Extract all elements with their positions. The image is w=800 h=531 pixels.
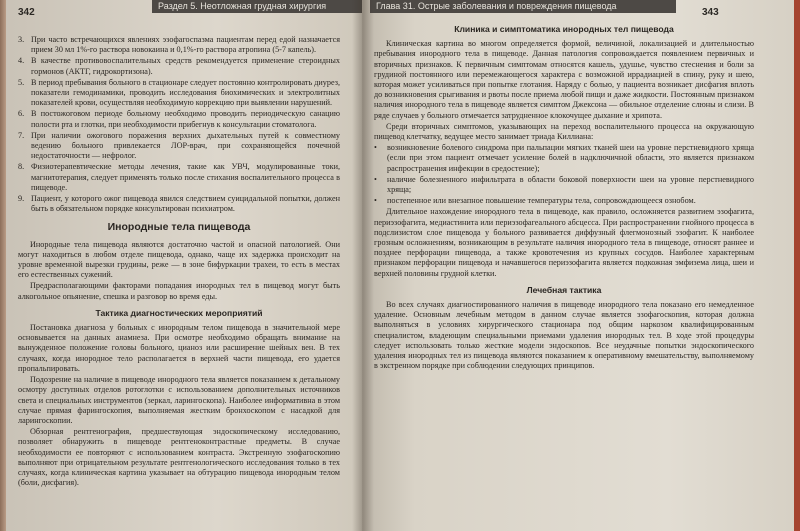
subsection-title: Тактика диагностических мероприятий xyxy=(95,307,263,318)
page-number: 343 xyxy=(702,7,719,18)
page-number: 342 xyxy=(18,7,35,18)
paragraph: Во всех случаях диагностированного наличия в пищеводе инородного тела показано его немедленное удаление. Основным лечебным методом в данном случае является эзофагоскопия, которая должна выполняться в условиях хирургического стационара под общим наркозом квалифицированным специалистом, владеющим специальными приемами удаления инородных тел. В ходе этой процедуры следует использовать только жесткие модели эндоскопов. Все неудачные попытки эндоскопического удаления инородных тел из пищевода являются показанием к оперативному вмешательству, выполняемому в экстренном порядке при соблюдении следующих принципов. xyxy=(374,300,754,371)
paragraph: Инородные тела пищевода являются достаточно частой и опасной патологией. Они могут находиться в любом отделе пищевода, однако, чаще их задержка происходит на уровне временной вырезки грудины, реже — в зоне бифуркации трахеи, то есть в местах его естественных сужений. xyxy=(18,239,340,280)
paragraph: Подозрение на наличие в пищеводе инородного тела является показанием к детальному осмотру доступных отделов ротоглотки с использованием дополнительных источников света и специальных инструментов (зеркал, ларингоскопа). Наиболее информативна в этом случае прямая фарингоскопия, выполняемая жестким бронхоскопом с насадкой для ларингоскопии. xyxy=(18,375,340,425)
book-gutter-shadow xyxy=(352,0,374,531)
list-item: 3. При часто встречающихся явлениях эзофагоспазма пациентам перед едой назначается прием 30 мл 1%-го раствора новокаина и 0,1%-го раствора атропина (5-7 капель). xyxy=(18,35,340,55)
paragraph: Постановка диагноза у больных с инородным телом пищевода в значительной мере основывается на данных анамнеза. При осмотре необходимо обращать внимание на вынужденное положение головы больного, цианоз или расширение шейных вен. В тех случаях, когда инородное тело располагается в верхней части пищевода, его удается пропальпировать. xyxy=(18,323,340,373)
paragraph: Длительное нахождение инородного тела в пищеводе, как правило, осложняется развитием эзофагита, периэзофагита, медиастинита или периэзофагеального абсцесса. При распространении гнойного процесса в подслизистом слое пищевода у больного развивается диффузный флегмонозный эзофагит. К наиболее грозным осложнениям, возникающим в результате наличия инородного тела в пищеводе, относят раннее и позднее перфорации пищевода, а также кровотечения из крупных сосудов. Наиболее характерным признаком перфорации пищевода и начавшегося периэзофагита является подкожная эмфизема лица, шеи и верхней половины грудной клетки. xyxy=(374,207,754,278)
left-text-column xyxy=(18,35,340,489)
running-header: Глава 31. Острые заболевания и повреждения пищевода xyxy=(370,0,676,13)
paragraph: Среди вторичных симптомов, указывающих на переход воспалительного процесса на окружающую пищевод клетчатку, ведущее место занимает триада Киллиана: xyxy=(374,121,754,142)
list-item: 8. Физиотерапевтические методы лечения, такие как УВЧ, модулированные токи, магнитотерапия, следует применять только после стихания воспалительного процесса в пищеводе. xyxy=(18,162,340,192)
list-item: 4. В качестве противовоспалительных средств рекомендуется применение стероидных гормонов (АКТГ, гидрокортизона). xyxy=(18,56,340,76)
list-item: 9. Пациент, у которого ожог пищевода явился следствием суицидальной попытки, должен быть в обязательном порядке консультирован психиатром. xyxy=(18,194,340,214)
list-item: 7. При наличии ожогового поражения верхних дыхательных путей к совместному ведению больного привлекается ЛОР-врач, при сохраняющейся почечной недостаточности — нефролог. xyxy=(18,130,340,161)
paragraph: Клиническая картина во многом определяется формой, величиной, локализацией и длительностью пребывания инородного тела в пищеводе. Данная патология сопровождается появлением первичных и вторичных признаков. К первичным симптомам относятся кашель, удушье, чувство стеснения и боли за грудиной постоянного или перемежающегося характера с возможной иррадиацией в спину, руку и шею, которая может усиливаться при попытке глотания. Наряду с болью, у пациента возникает дисфагия вплоть до возникновения срыгивания и рвоты после приема любой пищи и даже жидкости. Постоянным признаком наличия инородного тела в пищеводе является симптом Джексона — обильное отделение слюны и слизи. В ряде случаев у больного отмечается затрудненное клокочущее дыхание и хрипота. xyxy=(374,39,754,120)
section-title: Клиника и симптоматика инородных тел пищевода xyxy=(454,24,674,34)
right-text-column xyxy=(374,22,754,373)
page-edge-shadow xyxy=(0,0,6,531)
section-title: Инородные тела пищевода xyxy=(107,221,251,234)
paragraph: Обзорная рентгенография, предшествующая эндоскопическому исследованию, позволяет обнаружить в пищеводе рентгеноконтрастные предметы. В случае необходимости ее повторяют с использованием контраста. Экстренную эзофагоскопию выполняют при отрицательном результате рентгенологического исследования только в тех случаях, когда клиническая картина указывает на обтурацию пищевода инородным телом (боли, дисфагия). xyxy=(18,427,340,488)
bullet-item: • возникновение болевого синдрома при пальпации мягких тканей шеи на уровне перстневидного хряща (если при этом пациент отмечает усиление болей в надключичной области, это является признаком распространения инфекции в средостение); xyxy=(374,143,754,173)
list-item: 6. В постожоговом периоде больному необходимо проводить периодическую санацию полости рта и глотки, при необходимости прибегнув к консультации стоматолога. xyxy=(18,109,340,129)
bullet-item: • постепенное или внезапное повышение температуры тела, сопровождающееся ознобом. xyxy=(374,196,696,206)
running-header: Раздел 5. Неотложная грудная хирургия xyxy=(152,0,362,13)
bullet-item: • наличие болезненного инфильтрата в области боковой поверхности шеи на уровне перстневидного хряща; xyxy=(374,174,754,195)
right-page xyxy=(362,0,800,531)
paragraph: Предрасполагающими факторами попадания инородных тел в пищевод могут быть алкогольное опьянение, спешка и разговор во время еды. xyxy=(18,281,340,301)
left-page xyxy=(0,0,362,531)
list-item: 5. В период пребывания больного в стационаре следует постоянно контролировать диурез, показатели гемодинамики, проводить исследования биохимических и электролитных показателей крови, осуществляя необходимую коррекцию при выявлении нарушений. xyxy=(18,77,340,108)
page-edge xyxy=(794,0,800,531)
subsection-title: Лечебная тактика xyxy=(526,284,602,295)
